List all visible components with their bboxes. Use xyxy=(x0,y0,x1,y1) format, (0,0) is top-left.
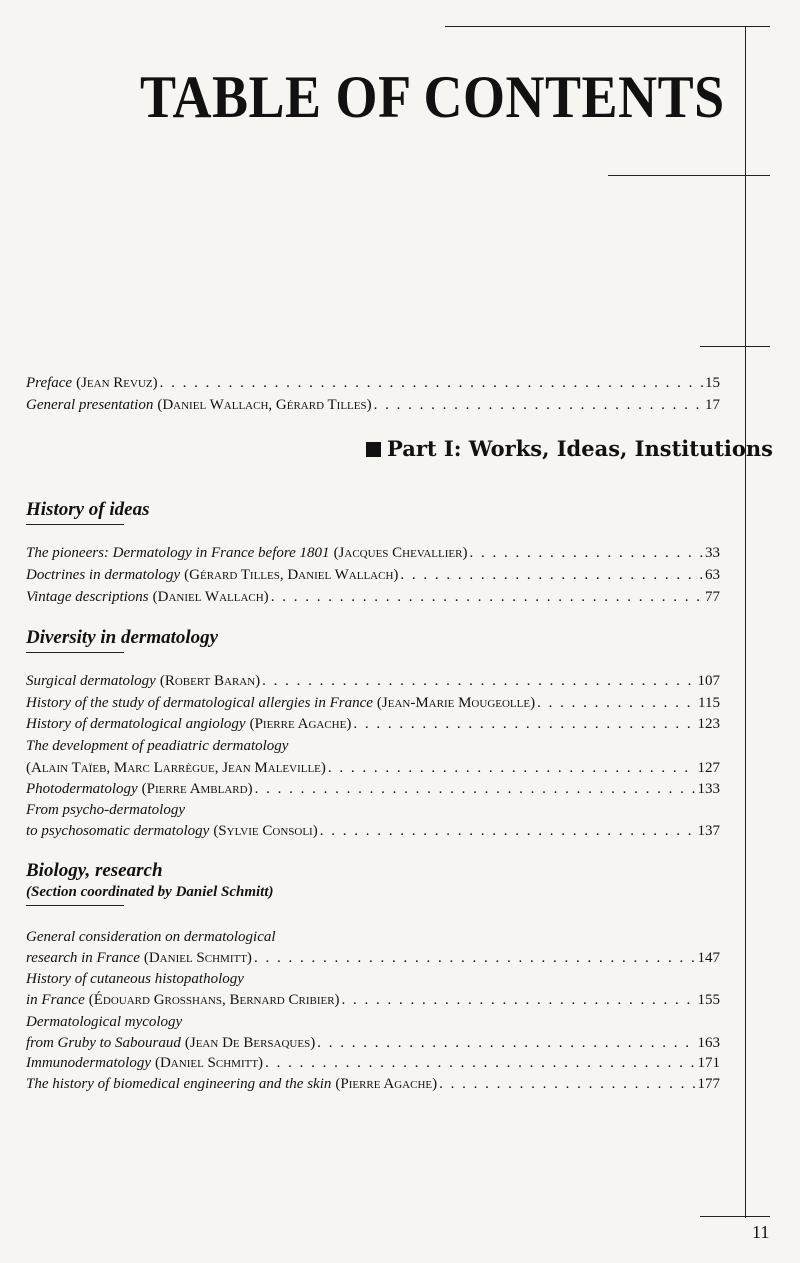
leader-dots xyxy=(353,714,695,734)
page-title: TABLE OF CONTENTS xyxy=(140,63,725,131)
margin-rule xyxy=(608,175,770,176)
top-rule xyxy=(445,26,770,27)
toc-entry[interactable]: History of dermatological angiology (Pierre Agache) . . . 123 xyxy=(26,714,720,734)
section-note: (Section coordinated by Daniel Schmitt) xyxy=(26,884,274,906)
toc-entry[interactable]: Doctrines in dermatology (Gérard Tilles, Daniel Wallach) . . . 63 xyxy=(26,565,720,585)
toc-entry[interactable]: Photodermatology (Pierre Amblard) . . . 133 xyxy=(26,779,720,799)
toc-entry[interactable]: The pioneers: Dermatology in France before 1801 (Jacques Chevallier) . . . 33 xyxy=(26,543,720,563)
leader-dots xyxy=(320,821,696,841)
toc-entry[interactable]: Vintage descriptions (Daniel Wallach) . . . 77 xyxy=(26,587,720,607)
toc-entry[interactable]: to psychosomatic dermatology (Sylvie Consoli) . . . 137 xyxy=(26,821,720,841)
leader-dots xyxy=(262,671,695,691)
leader-dots xyxy=(469,543,703,563)
toc-entry[interactable]: History of the study of dermatological allergies in France (Jean-Marie Mougeolle) . . . 115 xyxy=(26,693,720,713)
leader-dots xyxy=(328,758,696,778)
toc-entry[interactable]: in France (Édouard Grosshans, Bernard Cribier) . . . 155 xyxy=(26,990,720,1010)
toc-entry-preface[interactable]: Preface (Jean Revuz) . . . 15 xyxy=(26,373,720,393)
leader-dots xyxy=(439,1074,695,1094)
square-bullet-icon xyxy=(366,442,381,457)
leader-dots xyxy=(400,565,703,585)
leader-dots xyxy=(254,948,696,968)
part-heading: Part I: Works, Ideas, Institutions xyxy=(366,436,773,461)
section-heading-biology: Biology, research xyxy=(26,860,163,881)
section-heading-diversity: Diversity in dermatology xyxy=(26,627,218,653)
leader-dots xyxy=(342,990,696,1010)
leader-dots xyxy=(374,395,703,415)
page-number: 11 xyxy=(752,1222,770,1242)
leader-dots xyxy=(265,1053,695,1073)
toc-entry-title-line: History of cutaneous histopathology xyxy=(26,971,244,987)
toc-entry[interactable]: Immunodermatology (Daniel Schmitt) . . . 171 xyxy=(26,1053,720,1073)
leader-dots xyxy=(271,587,703,607)
toc-entry[interactable]: from Gruby to Sabouraud (Jean De Bersaques) . . . 163 xyxy=(26,1033,720,1053)
toc-entry[interactable]: (Alain Taïeb, Marc Larrègue, Jean Maleville) . . . 127 xyxy=(26,758,720,778)
leader-dots xyxy=(255,779,696,799)
toc-entry-title-line: General consideration on dermatological xyxy=(26,929,276,945)
leader-dots xyxy=(317,1033,695,1053)
toc-entry-title-line: The development of peadiatric dermatology xyxy=(26,738,289,754)
bottom-rule xyxy=(700,1216,770,1217)
toc-entry-general-presentation[interactable]: General presentation (Daniel Wallach, Gérard Tilles) . . . 17 xyxy=(26,395,720,415)
vertical-rule xyxy=(745,26,746,1218)
toc-entry-title-line: From psycho-dermatology xyxy=(26,802,185,818)
leader-dots xyxy=(537,693,696,713)
margin-rule xyxy=(700,346,770,347)
toc-entry[interactable]: research in France (Daniel Schmitt) . . . 147 xyxy=(26,948,720,968)
toc-entry-title-line: Dermatological mycology xyxy=(26,1014,183,1030)
toc-entry[interactable]: The history of biomedical engineering and the skin (Pierre Agache) . . . 177 xyxy=(26,1074,720,1094)
toc-entry[interactable]: Surgical dermatology (Robert Baran) . . . 107 xyxy=(26,671,720,691)
section-heading-history-of-ideas: History of ideas xyxy=(26,499,150,525)
leader-dots xyxy=(160,373,703,393)
